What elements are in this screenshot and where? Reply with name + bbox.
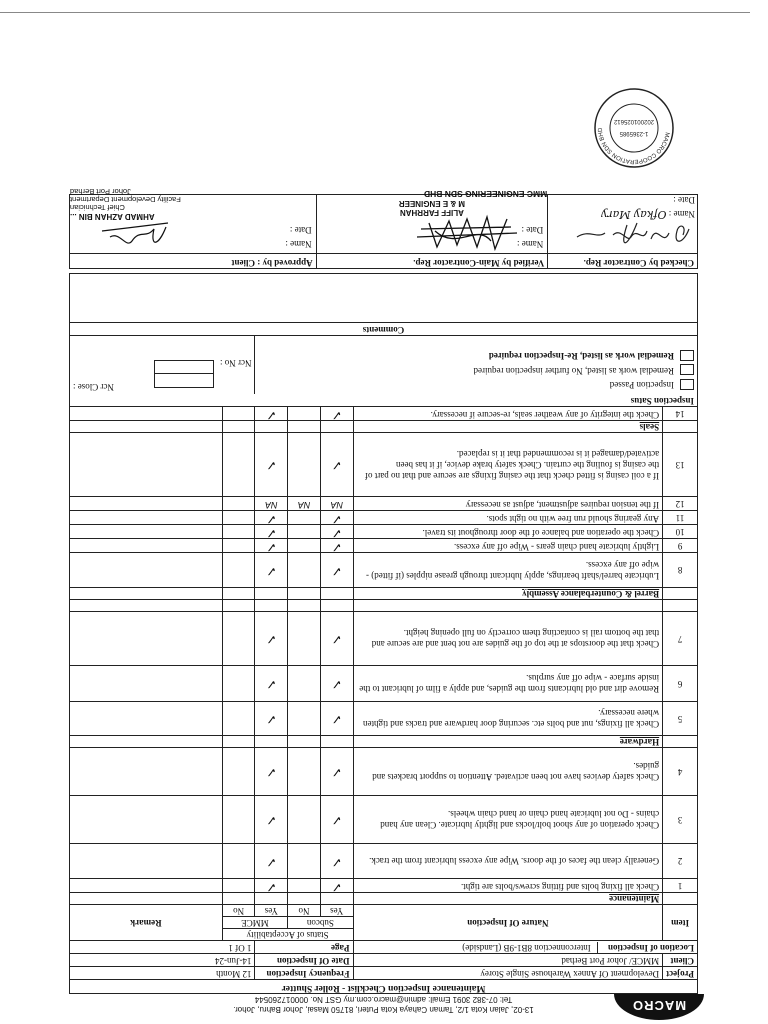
checked-by-label: Checked by Contractor Rep.: [548, 254, 698, 269]
item-description: Lubricate barrel/shaft bearings, apply lubricant through grease nipples (if fitted) - wipe off any excess.: [353, 553, 663, 588]
mmce-yes-check: ✓: [255, 525, 288, 539]
verified-date-label: Date :: [521, 225, 544, 235]
subcon-yes-check: ✓: [320, 511, 353, 525]
ncr-area: [70, 336, 255, 395]
table-row: [70, 433, 698, 497]
verified-signature: [327, 213, 547, 253]
subcon-yes-check: ✓: [320, 844, 353, 879]
ncr-close-label: Ncr Close :: [73, 382, 114, 392]
table-row: [70, 702, 698, 736]
mmce-yes-check: ✓: [255, 796, 288, 844]
company-stamp: [592, 86, 676, 170]
item-number: 8: [663, 553, 698, 588]
item-number: 1: [663, 879, 698, 893]
approved-name: AHMAD AZHAN BIN ...: [70, 212, 155, 221]
subcon-yes-header: Yes: [320, 905, 353, 917]
table-row: [70, 796, 698, 844]
checked-signature-block: [548, 195, 698, 254]
verified-company: MMC ENGINEERING SDN BHD: [423, 189, 548, 199]
subcon-yes-check: ✓: [320, 525, 353, 539]
status-option-remedial: Remedial work as listed, No further inspection required: [473, 365, 674, 376]
location-value: Interconnection 8B1-9B (Landside): [462, 942, 597, 953]
subcon-yes-check: ✓: [320, 666, 353, 702]
client-label: Client: [663, 954, 698, 967]
mmce-yes-check: ✓: [255, 407, 288, 421]
item-description: Check safety devices have not been activated. Attention to support brackets and guides.: [353, 748, 663, 796]
checked-signature: [557, 219, 697, 253]
item-number: 5: [663, 702, 698, 736]
approved-title: Chief Technician: [70, 203, 125, 212]
stamp-line2: 202001025612: [613, 118, 655, 124]
comments-box[interactable]: [70, 274, 698, 323]
mmce-yes-check: ✓: [255, 553, 288, 588]
status-option-reinspection: Remedial work as listed, Re-Inspection required: [488, 351, 674, 362]
item-description: Check the operation and balance of the door throughout its travel.: [353, 525, 663, 539]
mmce-no-header: No: [222, 905, 255, 917]
status-option-passed: Inspection Passed: [609, 380, 674, 390]
approved-signature: [76, 219, 316, 253]
item-number: 14: [663, 407, 698, 421]
stamp-line1: 1-2365985: [619, 130, 649, 136]
subcon-yes-check: ✓: [320, 748, 353, 796]
mmce-yes-header: Yes: [255, 905, 288, 917]
subcon-na-mark: NA: [320, 497, 353, 511]
mmce-yes-check: ✓: [255, 702, 288, 736]
mmce-yes-check: ✓: [255, 511, 288, 525]
section-maintenance: Maintenance: [353, 893, 663, 905]
client-value: MMCE/ Johor Port Berhad: [353, 954, 663, 967]
item-number: 10: [663, 525, 698, 539]
subcon-yes-check: ✓: [320, 702, 353, 736]
checked-name: Ofkay Mary: [601, 208, 667, 221]
location-row: [353, 941, 697, 954]
inspection-status-title: Inspection Satus: [70, 394, 698, 407]
nature-header: Nature Of Inspection: [353, 905, 663, 941]
letterhead: [69, 994, 698, 1022]
approved-signature-block: [70, 187, 317, 254]
approved-date-label: Date :: [289, 225, 312, 235]
subcon-header: Subcon: [288, 917, 353, 929]
item-number: 2: [663, 844, 698, 879]
table-row: [70, 511, 698, 525]
mmce-yes-check: ✓: [255, 879, 288, 893]
item-description: If the tension requires adjustment, adjust as necessary: [353, 497, 663, 511]
ncr-no-label: Ncr No :: [219, 358, 252, 368]
item-description: Check that the doorstops at the top of the guides are not bent and are secure and that the bottom rail is contacting them correctly on full opening height.: [353, 612, 663, 666]
item-description: If a coil casing is fitted check that the casing fixings are secure and that no part of the casing is fouling the curtain. Check safety brake device, if it has been activated/damaged it is recommended that it is replaced.: [353, 433, 663, 497]
date-value: 14-Jun-24: [70, 954, 255, 967]
section-seals: Seals: [353, 421, 663, 433]
mmce-yes-check: ✓: [255, 844, 288, 879]
checklist-table: [69, 273, 698, 994]
item-description: Check all fixings, nut and bolts etc. securing door hardware and tracks and tighten where necessary.: [353, 702, 663, 736]
mmce-yes-check: ✓: [255, 748, 288, 796]
project-value: Development Of Annex Warehouse Single Storey: [353, 967, 663, 980]
item-description: Generally clean the faces of the doors. Wipe any excess lubricant from the track.: [353, 844, 663, 879]
signoff-table: [69, 187, 698, 269]
table-row: [70, 539, 698, 553]
item-description: Remove dirt and old lubricants from the guides, and apply a film of lubricant to the inside surface - wipe off any surplus.: [353, 666, 663, 702]
subcon-yes-check: ✓: [320, 553, 353, 588]
subcon-na-mark: NA: [288, 497, 321, 511]
verified-name-label: Name :: [516, 239, 544, 249]
item-description: Check all fixing bolts and fitting screws/bolts are tight.: [353, 879, 663, 893]
table-row: [70, 525, 698, 539]
item-description: Check operation of any shoot bolt/locks and lightly lubricate. Clean any hand chains - Do not lubricate hand chain or hand chain wheels.: [353, 796, 663, 844]
comments-title: Comments: [70, 323, 698, 336]
item-header: Item: [663, 905, 698, 941]
table-row: [70, 612, 698, 666]
section-barrel: Barrel & Counterbalance Assembly: [353, 588, 663, 600]
passed-checkbox[interactable]: [680, 379, 694, 390]
mmce-yes-check: ✓: [255, 539, 288, 553]
subcon-yes-check: ✓: [320, 796, 353, 844]
ncr-number-box[interactable]: [154, 360, 214, 388]
mmce-yes-check: ✓: [255, 433, 288, 497]
checked-name-label: Name :: [668, 209, 695, 219]
table-row: [70, 497, 698, 511]
remark-header: Remark: [70, 905, 223, 941]
subcon-yes-check: ✓: [320, 612, 353, 666]
verified-title: M & E ENGINEER: [398, 199, 466, 208]
checked-date-label: Date :: [673, 195, 695, 205]
page-label: Page: [255, 941, 353, 954]
location-label: Location of Inspection: [607, 943, 694, 953]
company-contact: Tel: 07-382 3091 Email: admin@macro.com.my GST No. 000017260544: [254, 995, 513, 1004]
subcon-yes-check: ✓: [320, 407, 353, 421]
mmce-na-mark: NA: [255, 497, 288, 511]
item-description: Lightly lubricate hand chain gears - Wipe off any excess.: [353, 539, 663, 553]
mmce-yes-check: ✓: [255, 666, 288, 702]
verified-signature-block: [316, 189, 548, 254]
subcon-yes-check: ✓: [320, 539, 353, 553]
remedial-no-reinspection-checkbox[interactable]: [680, 364, 694, 375]
table-row: [70, 553, 698, 588]
stamp-seal: [592, 86, 676, 170]
form-title: Maintenance Inspection Checklist - Roller Shutter: [70, 980, 698, 994]
mmce-header: MMCE: [222, 917, 287, 929]
approved-by-label: Approved by : Client: [70, 254, 317, 269]
section-hardware: Hardware: [353, 736, 663, 748]
table-row: [70, 879, 698, 893]
project-label: Project: [663, 967, 698, 980]
item-number: 7: [663, 612, 698, 666]
page-value: 1 Of 1: [70, 941, 255, 954]
approved-company: Johor Port Berhad: [70, 187, 131, 196]
table-row: [70, 748, 698, 796]
item-number: 3: [663, 796, 698, 844]
table-row: [70, 844, 698, 879]
mmce-yes-check: ✓: [255, 612, 288, 666]
frequency-label: Frequency Inspection: [255, 967, 353, 980]
checklist-page: [69, 118, 698, 1022]
item-number: 12: [663, 497, 698, 511]
subcon-yes-check: ✓: [320, 433, 353, 497]
stamp-outer-text: MACRO COOPERATION SDN BHD: [597, 127, 670, 165]
inspection-status-options: [255, 336, 698, 395]
item-number: 13: [663, 433, 698, 497]
table-row: [70, 407, 698, 421]
verified-name: ALIFF FARRHAN: [399, 208, 464, 217]
item-description: Any gearing should run free with no tight spots.: [353, 511, 663, 525]
item-number: 9: [663, 539, 698, 553]
company-logo: MACRO: [614, 994, 704, 1020]
approved-name-label: Name :: [285, 239, 312, 249]
status-header: Status of Acceptability: [222, 929, 353, 941]
subcon-no-header: No: [288, 905, 321, 917]
item-number: 6: [663, 666, 698, 702]
remedial-reinspection-checkbox[interactable]: [680, 350, 694, 361]
table-row: [70, 666, 698, 702]
verified-by-label: Verified by Main-Contractor Rep.: [316, 254, 548, 269]
subcon-yes-check: ✓: [320, 879, 353, 893]
item-number: 11: [663, 511, 698, 525]
item-description: Check the integrity of any weather seals, re-secure if necessary.: [353, 407, 663, 421]
date-label: Date Of Inspection: [255, 954, 353, 967]
approved-dept: Facility Development Department: [70, 195, 181, 204]
frequency-value: 12 Month: [70, 967, 255, 980]
item-number: 4: [663, 748, 698, 796]
company-address: 13-02, Jalan Kota 1/2, Taman Cahaya Kota Puteri, 81750 Masai, Johor Bahru, Johor.: [233, 1005, 534, 1014]
